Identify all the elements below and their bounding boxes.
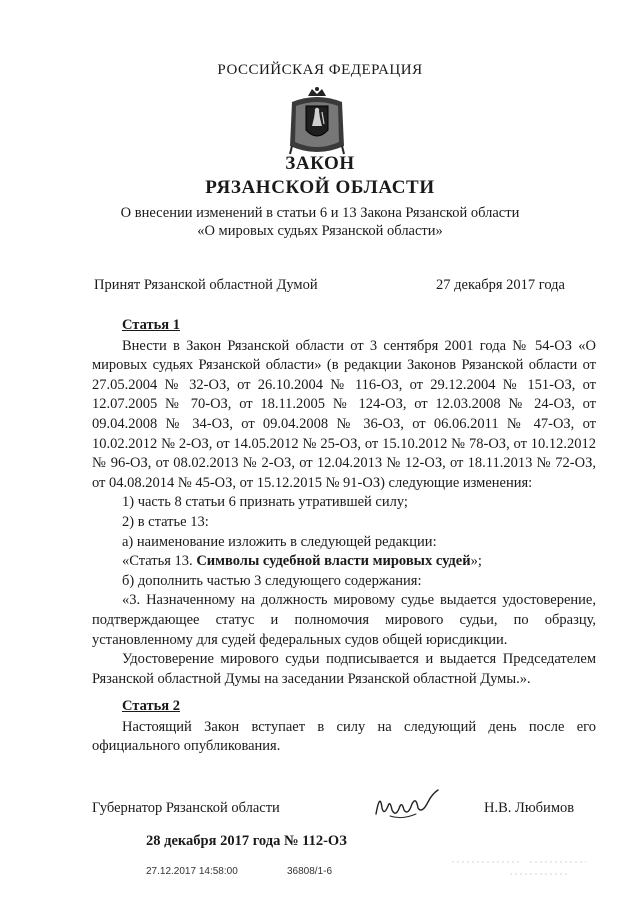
article-2 — [92, 697, 596, 757]
country-header: РОССИЙСКАЯ ФЕДЕРАЦИЯ — [217, 62, 423, 78]
article-1 — [92, 316, 596, 689]
article-2-heading: Статья 2 — [122, 698, 180, 714]
subtitle-line1: О внесении изменений в статьи 6 и 13 Закона Рязанской области — [120, 205, 520, 221]
article-1-item-1: 1) часть 8 статьи 6 признать утратившей силу; — [122, 494, 408, 511]
new-article-title-suffix: »; — [470, 553, 482, 570]
law-date-number: 28 декабря 2017 года № 112-ОЗ — [146, 833, 347, 849]
article-1-item-2: 2) в статье 13: — [122, 513, 209, 530]
subtitle-line2: «О мировых судьях Рязанской области» — [197, 223, 443, 239]
coat-of-arms-icon — [286, 86, 348, 160]
article-1-intro: Внести в Закон Рязанской области от 3 сентября 2001 года № 54-ОЗ «О мировых судьях Рязанской области» (в редакции Законов Рязанской области от 27.05.2004 № 32-ОЗ, от 26.10.2004 № 116-ОЗ, от 29.12.2004 № 151-ОЗ, от 12.07.2005 № 70-ОЗ, от 18.11.2005 № 124-ОЗ, от 12.03.2008 № 24-ОЗ, от 09.04.2008 № 34-ОЗ, от 09.04.2008 № 36-ОЗ, от 06.06.2011 № 47-ОЗ, от 10.02.2012 № 2-ОЗ, от 14.05.2012 № 25-ОЗ, от 15.10.2012 № 78-ОЗ, от 10.12.2012 № 96-ОЗ, от 08.02.2013 № 2-ОЗ, от 12.04.2013 № 12-ОЗ, от 18.11.2013 № 72-ОЗ, от 04.08.2014 № 45-ОЗ, от 15.12.2015 № 91-ОЗ) следующие изменения: — [92, 337, 596, 491]
new-article-title — [92, 552, 596, 572]
handwritten-signature-icon — [372, 786, 442, 826]
law-title-line2: РЯЗАНСКОЙ ОБЛАСТИ — [205, 177, 435, 198]
part-3-continuation: Удостоверение мирового судьи подписывается и выдается Председателем Рязанской областной Думы на заседании Рязанской областной Думы.». — [92, 651, 596, 687]
registration-stamp-code: 36808/1-6 — [287, 866, 333, 877]
signer-title: Губернатор Рязанской области — [92, 800, 280, 816]
article-2-text: Настоящий Закон вступает в силу на следующий день после его официального опубликования. — [92, 718, 596, 755]
adopted-date: 27 декабря 2017 года — [436, 277, 565, 293]
new-article-title-bold: Символы судебной власти мировых судей — [196, 553, 471, 570]
new-article-title-prefix: «Статья 13. — [122, 553, 197, 570]
article-1-item-2a: а) наименование изложить в следующей редакции: — [122, 533, 437, 550]
faint-scan-marks — [450, 856, 590, 880]
law-subtitle — [0, 204, 640, 240]
part-3-text: «3. Назначенному на должность мировому судье выдается удостоверение, подтверждающее статус и полномочия мирового судьи, по образцу, установленному для судей федеральных судов общей юрисдикции. — [92, 592, 596, 648]
article-1-item-2b: б) дополнить частью 3 следующего содержания: — [122, 572, 422, 589]
registration-stamp-time: 27.12.2017 14:58:00 — [146, 866, 238, 877]
law-title — [0, 152, 640, 200]
adopted-by: Принят Рязанской областной Думой — [94, 277, 318, 293]
article-1-heading: Статья 1 — [122, 317, 180, 333]
signer-name: Н.В. Любимов — [484, 800, 575, 816]
law-title-line1: ЗАКОН — [285, 153, 355, 174]
